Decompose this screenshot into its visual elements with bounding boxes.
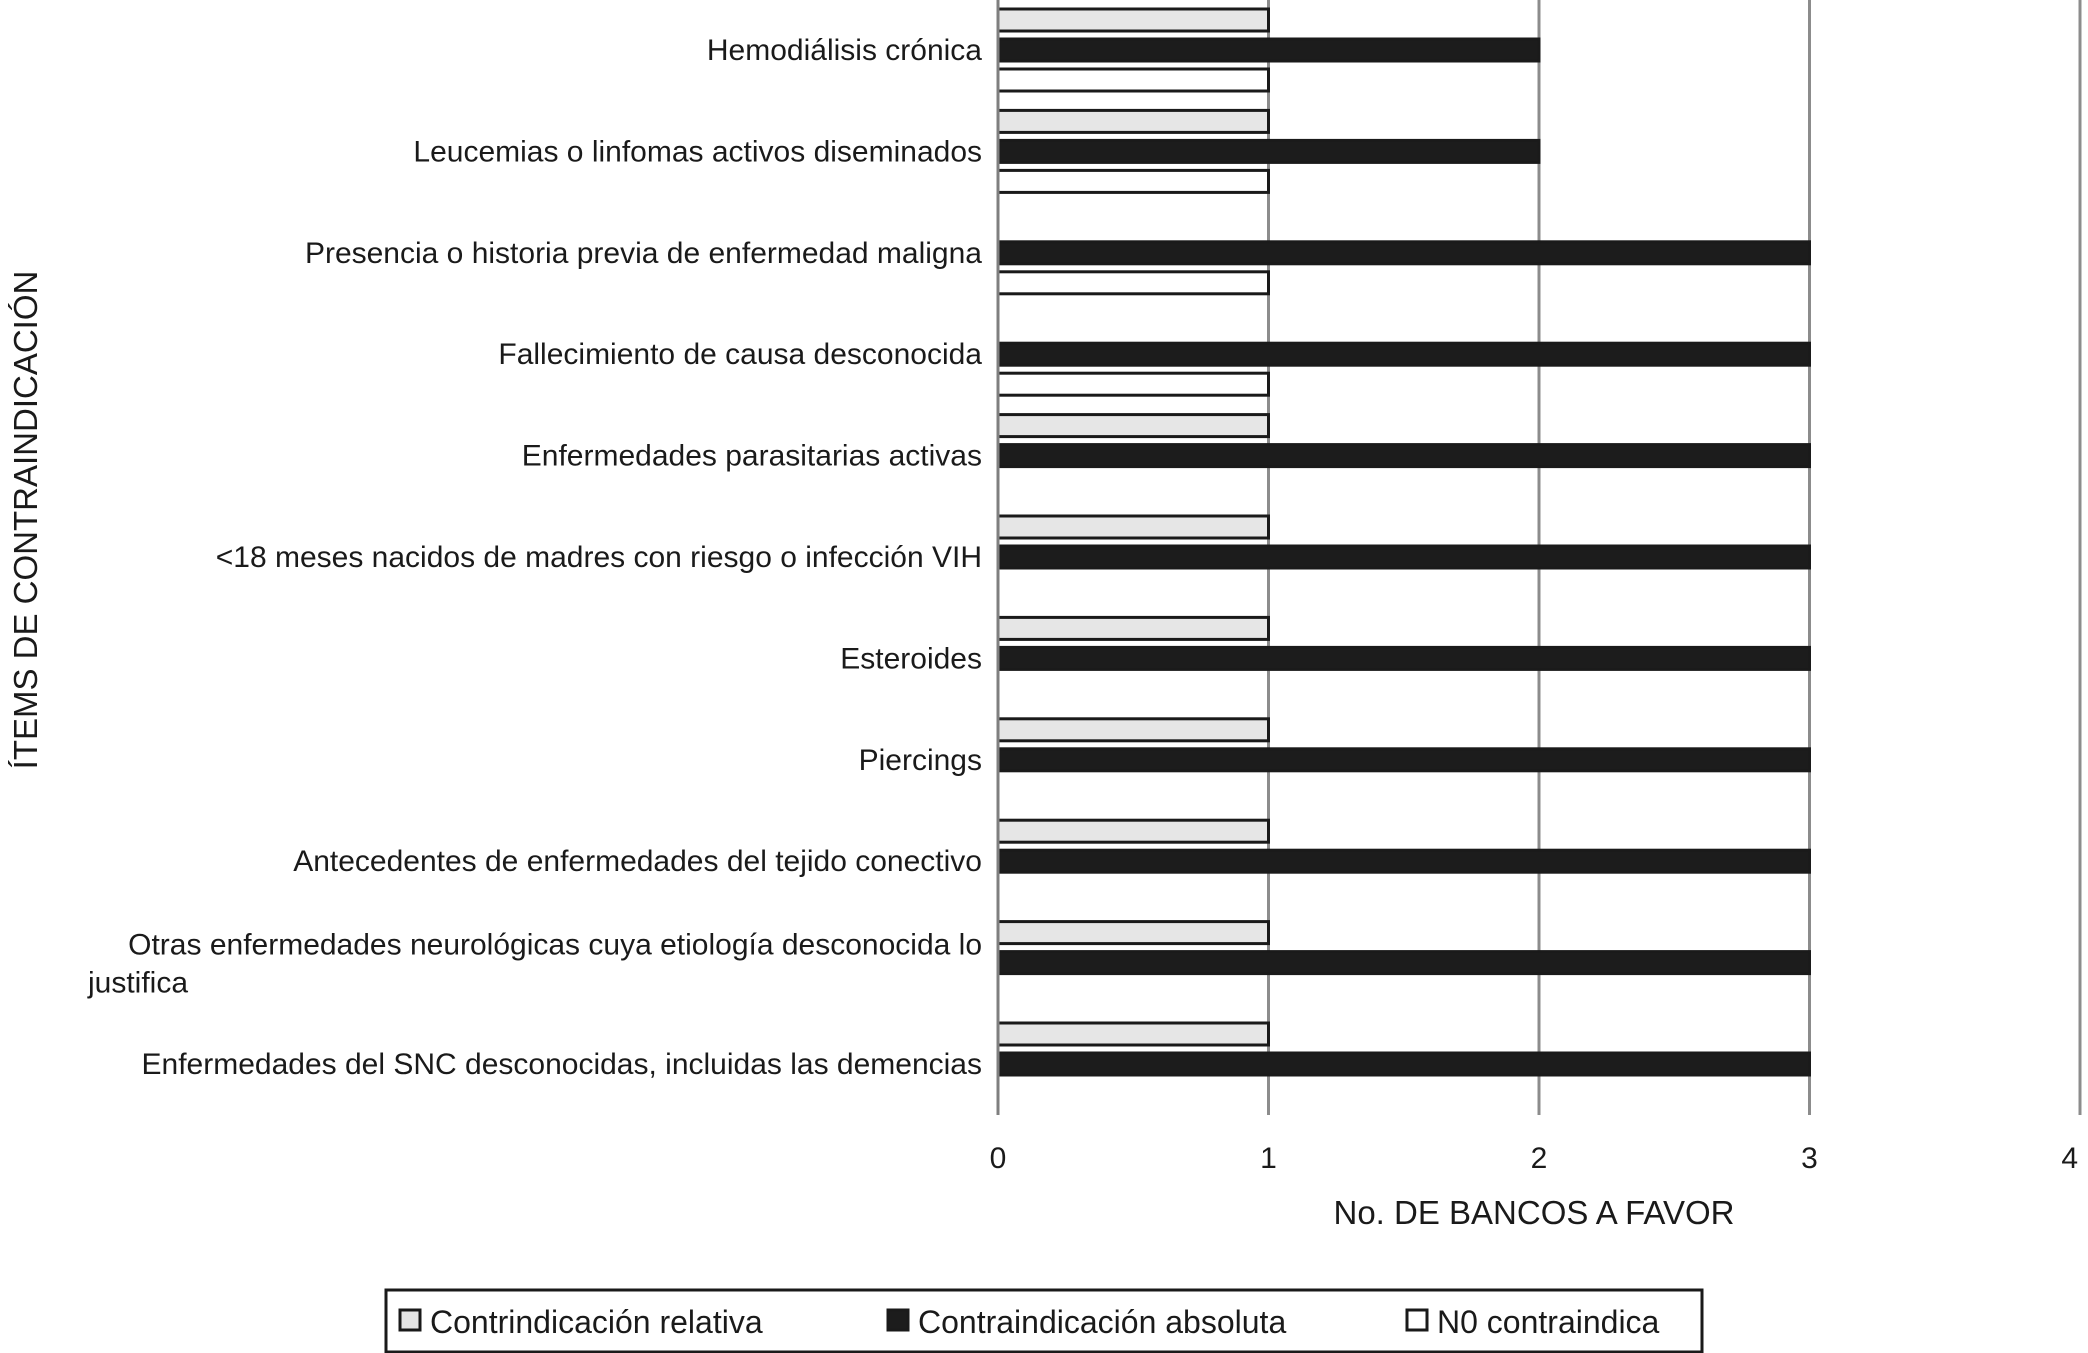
category-label: Fallecimiento de causa desconocida bbox=[498, 338, 982, 372]
category-label: Enfermedades parasitarias activas bbox=[521, 439, 982, 473]
category-labels bbox=[87, 34, 982, 1081]
bar-relativa bbox=[998, 110, 1269, 132]
x-tick-label: 3 bbox=[1801, 1142, 1818, 1175]
category-label: Leucemias o linfomas activos diseminados bbox=[413, 135, 982, 169]
bar-relativa bbox=[998, 415, 1269, 437]
bar-absoluta bbox=[998, 1053, 1810, 1075]
bar-absoluta bbox=[998, 850, 1810, 872]
legend-swatch bbox=[400, 1310, 420, 1330]
category-label: Hemodiálisis crónica bbox=[706, 34, 982, 67]
category-label: Presencia o historia previa de enfermedad maligna bbox=[304, 236, 982, 270]
category-label: <18 meses nacidos de madres con riesgo o infección VIH bbox=[215, 541, 982, 574]
bar-relativa bbox=[998, 516, 1269, 538]
bar-no-contraindica bbox=[998, 272, 1269, 294]
x-tick-labels bbox=[990, 1142, 2078, 1175]
legend-label: N0 contraindica bbox=[1437, 1304, 1660, 1340]
x-tick-label: 2 bbox=[1530, 1142, 1548, 1175]
x-axis-title: No. DE BANCOS A FAVOR bbox=[1333, 1194, 1735, 1231]
bar-absoluta bbox=[998, 952, 1810, 974]
bar-absoluta bbox=[998, 647, 1810, 669]
bar-relativa bbox=[998, 617, 1269, 639]
bar-no-contraindica bbox=[998, 69, 1269, 91]
bar-no-contraindica bbox=[998, 373, 1269, 395]
legend-swatch bbox=[1407, 1310, 1427, 1330]
bar-relativa bbox=[998, 922, 1269, 944]
legend bbox=[386, 1290, 1702, 1352]
bar-relativa bbox=[998, 719, 1269, 741]
y-axis-title: ÍTEMS DE CONTRAINDICACIÓN bbox=[7, 270, 44, 770]
legend-swatch bbox=[888, 1310, 908, 1330]
category-label: Enfermedades del SNC desconocidas, incluidas las demencias bbox=[141, 1048, 982, 1081]
bar-absoluta bbox=[998, 749, 1810, 771]
category-label-continuation: justifica bbox=[88, 966, 189, 1000]
bar-relativa bbox=[998, 9, 1269, 31]
bar-relativa bbox=[998, 820, 1269, 842]
x-tick-label: 4 bbox=[2061, 1142, 2078, 1175]
bar-relativa bbox=[998, 1023, 1269, 1045]
bar-absoluta bbox=[998, 445, 1810, 467]
bar-absoluta bbox=[998, 39, 1539, 61]
x-tick-label: 1 bbox=[1260, 1142, 1277, 1175]
category-label: Otras enfermedades neurológicas cuya etiología desconocida lo bbox=[128, 928, 982, 962]
x-tick-label: 0 bbox=[989, 1142, 1007, 1175]
category-label: Esteroides bbox=[840, 642, 982, 676]
bars bbox=[998, 9, 1810, 1075]
bar-absoluta bbox=[998, 242, 1810, 264]
bar-absoluta bbox=[998, 140, 1539, 162]
bar-absoluta bbox=[998, 546, 1810, 568]
category-label: Piercings bbox=[858, 743, 982, 777]
legend-label: Contrindicación relativa bbox=[430, 1304, 763, 1340]
bar-no-contraindica bbox=[998, 170, 1269, 192]
legend-label: Contraindicación absoluta bbox=[918, 1304, 1287, 1340]
bar-absoluta bbox=[998, 343, 1810, 365]
category-label: Antecedentes de enfermedades del tejido conectivo bbox=[293, 845, 982, 879]
